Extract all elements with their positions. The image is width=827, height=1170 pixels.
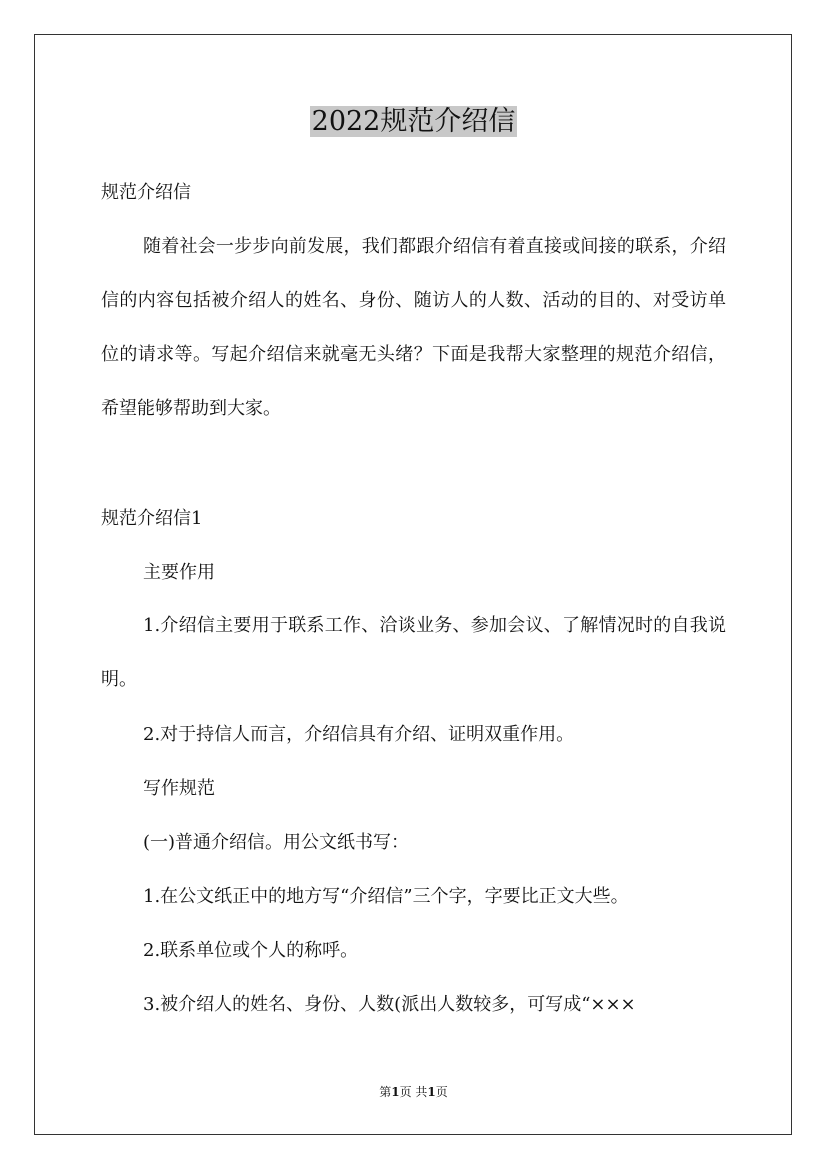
role-item-2: 2.对于持信人而言，介绍信具有介绍、证明双重作用。 — [143, 724, 575, 745]
intro-paragraph: 随着社会一步步向前发展，我们都跟介绍信有着直接或间接的联系，介绍信的内容包括被介绍人的姓名、身份、随访人的人数、活动的目的、对受访单位的请求等。写起介绍信来就毫无头绪？下面是我帮大家整理的规范介绍信，希望能够帮助到大家。 — [101, 236, 726, 419]
page-footer — [0, 1083, 827, 1101]
role-item-1: 1.介绍信主要用于联系工作、洽谈业务、参加会议、了解情况时的自我说明。 — [101, 615, 726, 690]
document-title — [0, 100, 827, 144]
footer-suffix: 页 — [435, 1085, 448, 1099]
document-heading: 规范介绍信 — [101, 182, 191, 203]
writing-item-3: 3.被介绍人的姓名、身份、人数(派出人数较多，可写成“××× — [143, 994, 636, 1015]
footer-mid: 页 共 — [399, 1085, 428, 1099]
footer-total-pages: 1 — [427, 1085, 436, 1099]
writing-item-2: 2.联系单位或个人的称呼。 — [143, 940, 359, 961]
subheading-main-role: 主要作用 — [143, 562, 215, 583]
document-title-text: 2022规范介绍信 — [311, 106, 516, 137]
writing-type-1: (一)普通介绍信。用公文纸书写： — [143, 832, 410, 853]
footer-prefix: 第 — [379, 1085, 392, 1099]
writing-item-1: 1.在公文纸正中的地方写“介绍信”三个字，字要比正文大些。 — [143, 886, 629, 907]
section-heading-1: 规范介绍信1 — [101, 508, 203, 529]
subheading-writing: 写作规范 — [143, 778, 215, 799]
footer-page-number: 1 — [391, 1085, 400, 1099]
